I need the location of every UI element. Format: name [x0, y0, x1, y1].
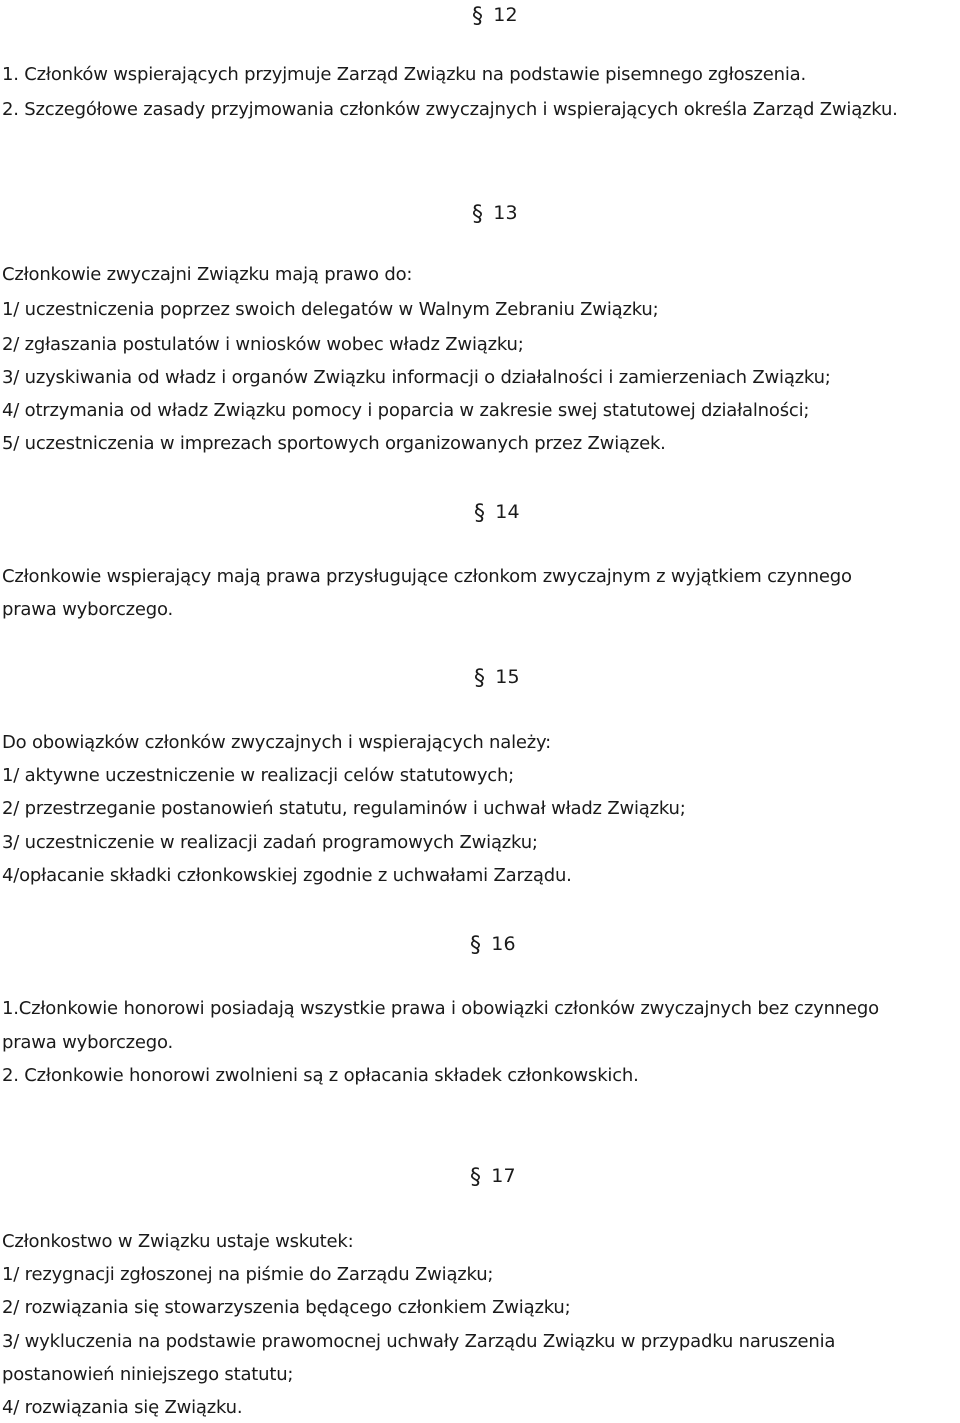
- paragraph-line: 2. Szczegółowe zasady przyjmowania członków zwyczajnych i wspierających określa Zarząd Związku.: [2, 99, 898, 120]
- list-item: 4/opłacanie składki członkowskiej zgodnie z uchwałami Zarządu.: [2, 865, 572, 886]
- paragraph-line: Członkowie zwyczajni Związku mają prawo do:: [2, 264, 413, 285]
- list-item: postanowień niniejszego statutu;: [2, 1364, 294, 1385]
- section-sign: §: [474, 501, 486, 526]
- section-16-heading: [470, 931, 516, 956]
- list-item: 4/ rozwiązania się Związku.: [2, 1397, 243, 1418]
- section-13-heading: [472, 200, 518, 225]
- list-item: 1/ aktywne uczestniczenie w realizacji celów statutowych;: [2, 765, 515, 786]
- list-item: 4/ otrzymania od władz Związku pomocy i poparcia w zakresie swej statutowej działalności;: [2, 400, 810, 421]
- section-12-heading: [472, 2, 518, 27]
- list-item: 3/ uczestniczenie w realizacji zadań programowych Związku;: [2, 832, 538, 853]
- paragraph-line: 1.Członkowie honorowi posiadają wszystkie prawa i obowiązki członków zwyczajnych bez czynnego: [2, 998, 879, 1019]
- section-sign: §: [470, 933, 482, 958]
- section-sign: §: [474, 666, 486, 691]
- section-number: 17: [491, 1165, 516, 1187]
- section-sign: §: [472, 202, 484, 227]
- section-14-heading: [474, 499, 520, 524]
- paragraph-line: prawa wyborczego.: [2, 1032, 174, 1053]
- paragraph-line: 2. Członkowie honorowi zwolnieni są z opłacania składek członkowskich.: [2, 1065, 639, 1086]
- section-number: 15: [495, 666, 520, 688]
- section-17-heading: [470, 1163, 516, 1188]
- section-sign: §: [470, 1165, 482, 1190]
- list-item: 3/ wykluczenia na podstawie prawomocnej uchwały Zarządu Związku w przypadku naruszenia: [2, 1331, 836, 1352]
- section-number: 13: [493, 202, 518, 224]
- list-item: 1/ uczestniczenia poprzez swoich delegatów w Walnym Zebraniu Związku;: [2, 299, 659, 320]
- list-item: 2/ przestrzeganie postanowień statutu, regulaminów i uchwał władz Związku;: [2, 798, 686, 819]
- paragraph-line: Członkowie wspierający mają prawa przysługujące członkom zwyczajnym z wyjątkiem czynnego: [2, 566, 852, 587]
- paragraph-line: Do obowiązków członków zwyczajnych i wspierających należy:: [2, 732, 552, 753]
- section-15-heading: [474, 664, 520, 689]
- paragraph-line: Członkostwo w Związku ustaje wskutek:: [2, 1231, 354, 1252]
- section-number: 16: [491, 933, 516, 955]
- list-item: 5/ uczestniczenia w imprezach sportowych organizowanych przez Związek.: [2, 433, 666, 454]
- paragraph-line: prawa wyborczego.: [2, 599, 174, 620]
- section-number: 12: [493, 4, 518, 26]
- list-item: 3/ uzyskiwania od władz i organów Związku informacji o działalności i zamierzeniach Związku;: [2, 367, 831, 388]
- list-item: 2/ rozwiązania się stowarzyszenia będącego członkiem Związku;: [2, 1297, 571, 1318]
- paragraph-line: 1. Członków wspierających przyjmuje Zarząd Związku na podstawie pisemnego zgłoszenia.: [2, 64, 807, 85]
- list-item: 2/ zgłaszania postulatów i wniosków wobec władz Związku;: [2, 334, 524, 355]
- section-sign: §: [472, 4, 484, 29]
- section-number: 14: [495, 501, 520, 523]
- list-item: 1/ rezygnacji zgłoszonej na piśmie do Zarządu Związku;: [2, 1264, 494, 1285]
